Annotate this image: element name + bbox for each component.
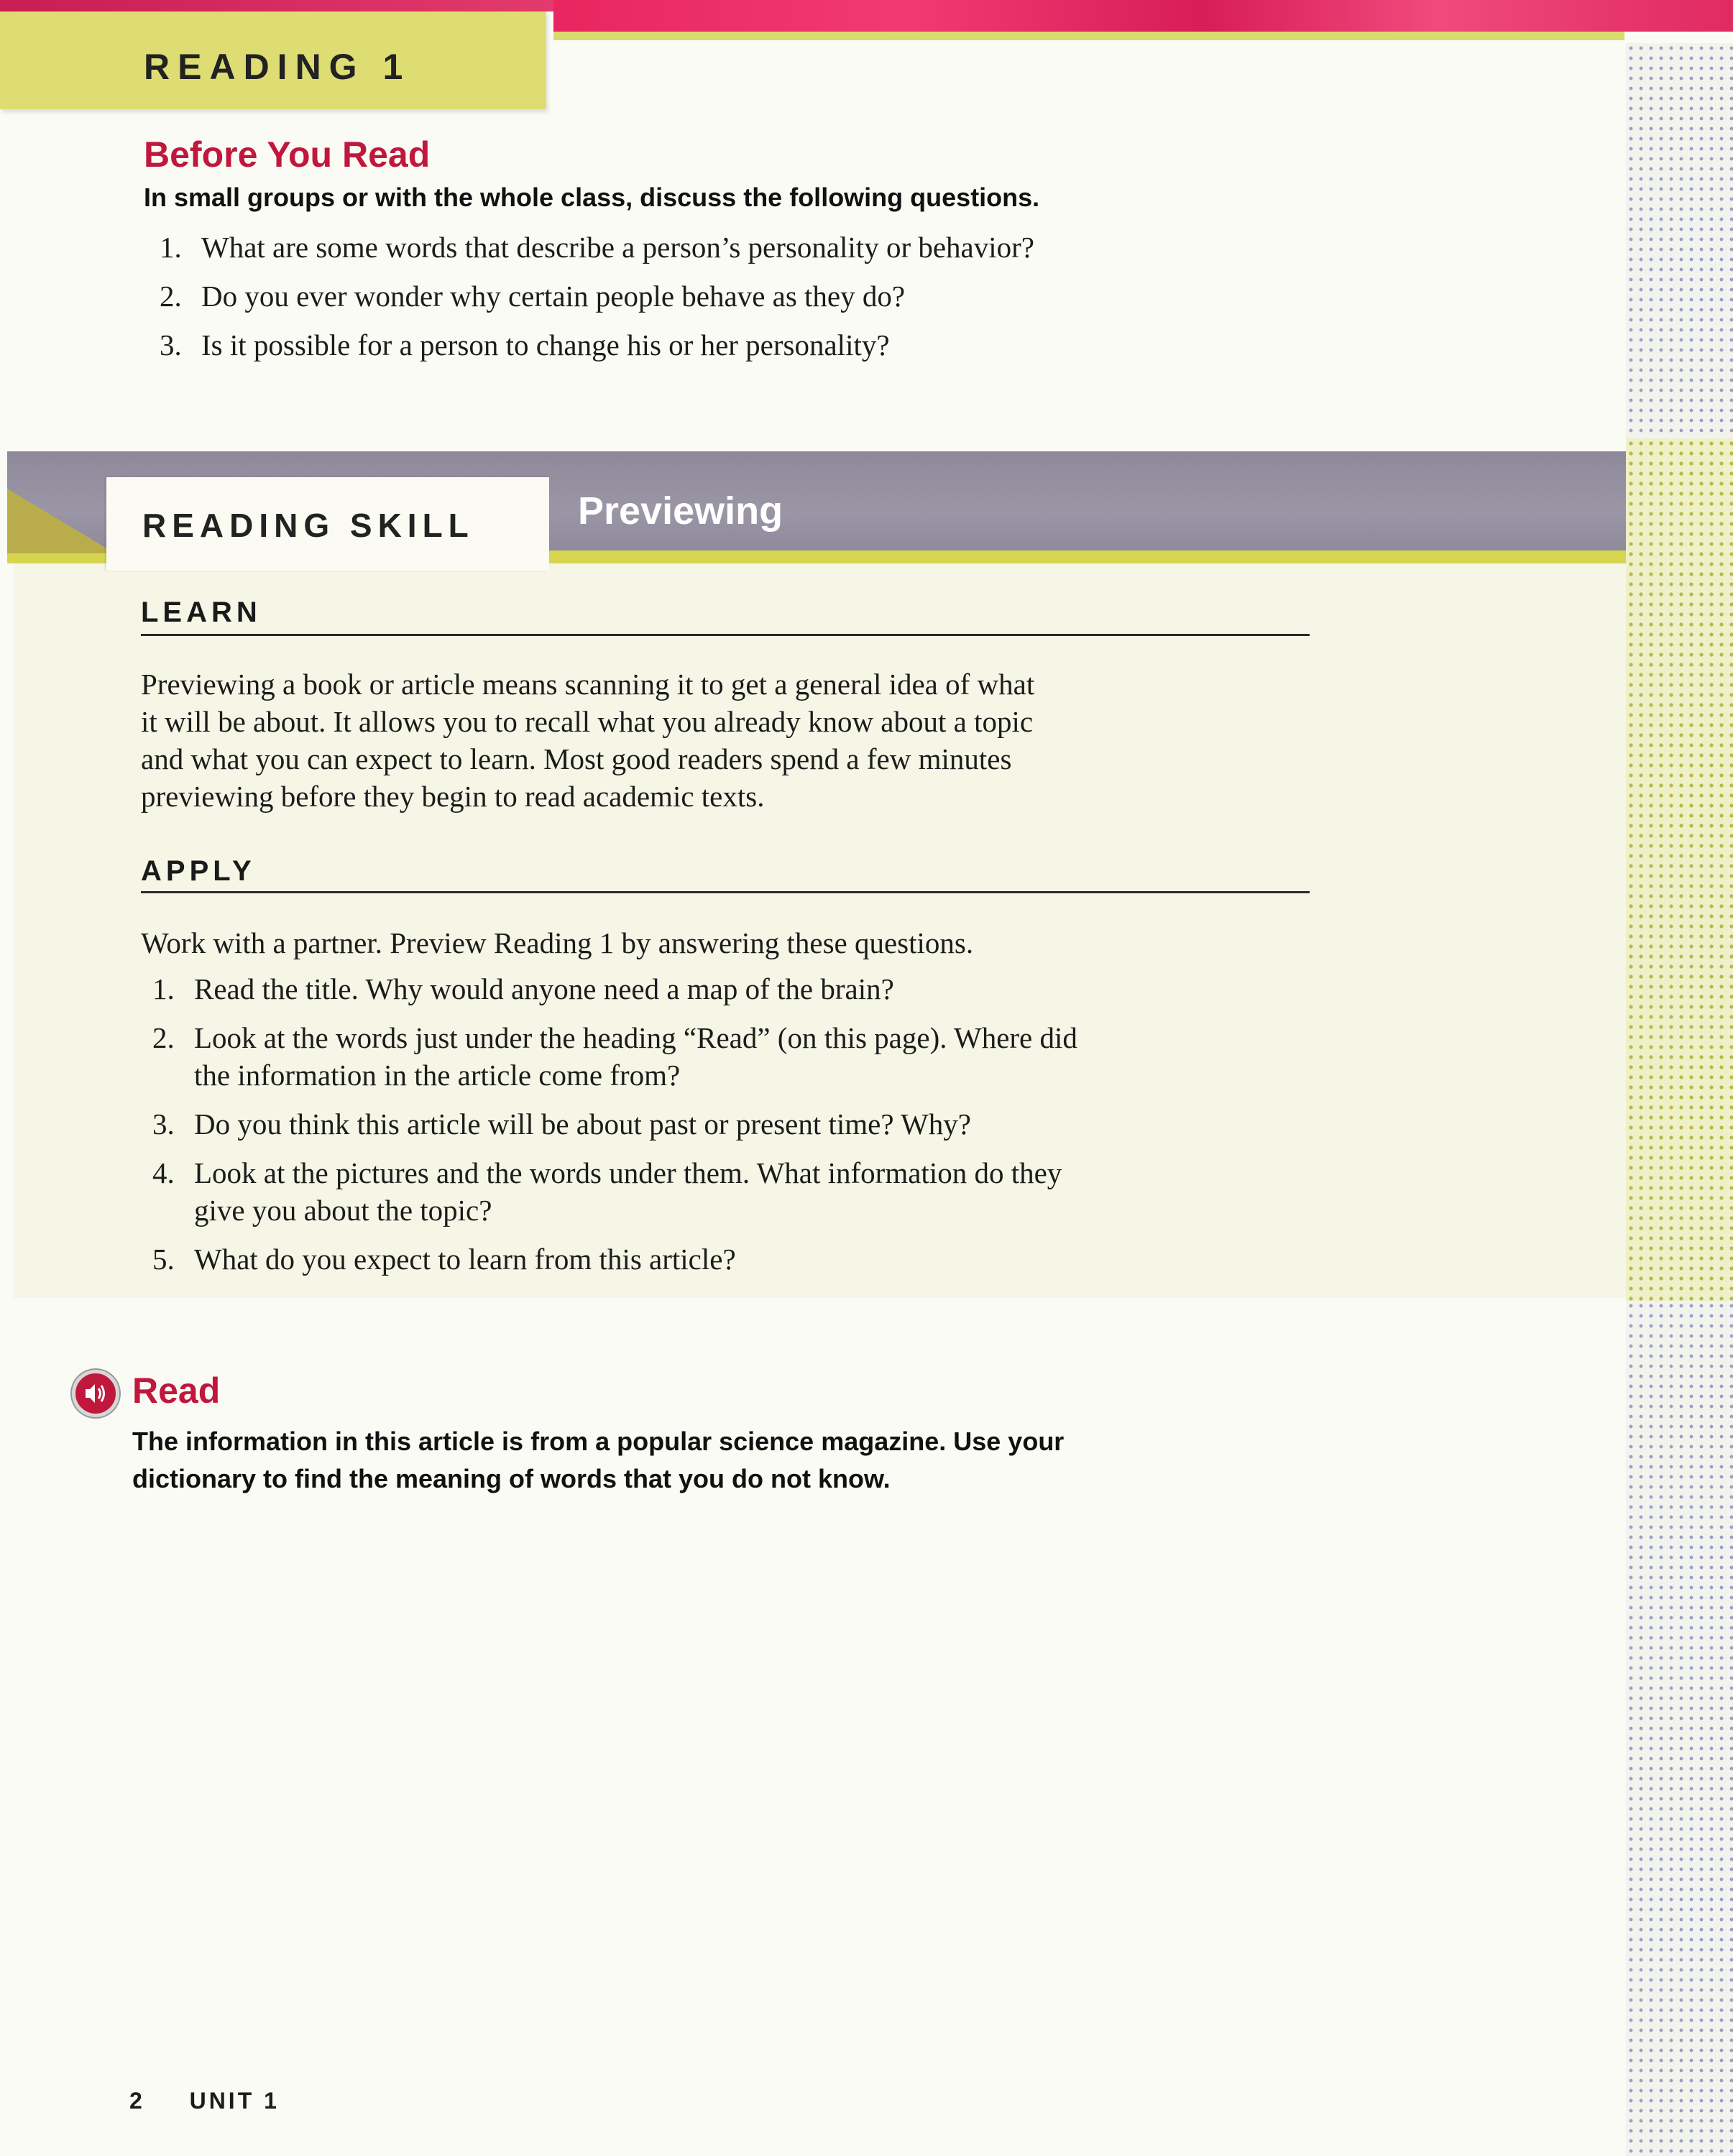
learn-divider [141,634,1310,636]
before-you-read-instruction: In small groups or with the whole class, discuss the following questions. [144,183,1040,212]
apply-text: give you about the topic? [194,1194,492,1227]
list-item [152,1240,1374,1278]
question-text: Do you ever wonder why certain people behave as they do? [201,280,906,313]
learn-paragraph [141,665,1363,815]
list-item [160,229,1453,266]
question-text: What are some words that describe a person’s personality or behavior? [201,231,1034,264]
learn-heading: LEARN [141,596,262,628]
apply-number: 4. [152,1156,175,1189]
apply-number: 1. [152,972,175,1005]
reading-skill-tab [106,477,549,571]
audio-icon[interactable] [72,1370,119,1417]
apply-text: Do you think this article will be about past or present time? Why? [194,1107,971,1141]
apply-text: Look at the words just under the heading “Read” (on this page). Where did [194,1021,1077,1054]
speaker-icon [75,1373,116,1414]
reading-skill-label: READING SKILL [142,507,474,544]
reading-tab [0,11,546,109]
reading-skill-topic: Previewing [578,489,783,533]
unit-label: UNIT 1 [189,2088,280,2114]
page-footer [129,2088,280,2114]
list-item [152,970,1374,1008]
before-you-read-questions [160,229,1453,364]
list-item [160,326,1453,364]
read-line: The information in this article is from a popular science magazine. Use your [132,1427,1065,1456]
learn-line: it will be about. It allows you to recall what you already know about a topic [141,705,1034,738]
list-item [152,1019,1374,1094]
apply-heading: APPLY [141,855,256,887]
learn-line: and what you can expect to learn. Most good readers spend a few minutes [141,742,1012,775]
apply-divider [141,891,1310,893]
list-item [160,277,1453,315]
apply-number: 2. [152,1021,175,1054]
page-number: 2 [129,2088,145,2114]
apply-number: 5. [152,1243,175,1276]
apply-text: What do you expect to learn from this article? [194,1243,736,1276]
before-you-read-title: Before You Read [144,134,431,175]
question-number: 3. [160,328,182,361]
question-number: 2. [160,280,182,313]
read-instruction [132,1423,1064,1498]
apply-questions [152,970,1374,1278]
apply-text: Look at the pictures and the words under them. What information do they [194,1156,1062,1189]
list-item [152,1154,1374,1229]
learn-line: Previewing a book or article means scanning it to get a general idea of what [141,668,1035,701]
top-photo-strip [553,0,1733,32]
read-line: dictionary to find the meaning of words that you do not know. [132,1464,891,1493]
top-photo-strip-left [0,0,553,11]
apply-text: the information in the article come from? [194,1059,681,1092]
dotted-margin-highlight [1626,438,1733,1301]
apply-intro: Work with a partner. Preview Reading 1 by answering these questions. [141,926,974,959]
reading-label: READING 1 [144,47,411,87]
question-number: 1. [160,231,182,264]
top-yellow-band [553,32,1624,40]
read-title: Read [132,1370,221,1411]
question-text: Is it possible for a person to change his or her personality? [201,328,890,361]
reading-skill-corner [7,489,115,553]
list-item [152,1105,1374,1143]
learn-line: previewing before they begin to read academic texts. [141,780,765,813]
apply-text: Read the title. Why would anyone need a map of the brain? [194,972,894,1005]
apply-number: 3. [152,1107,175,1141]
